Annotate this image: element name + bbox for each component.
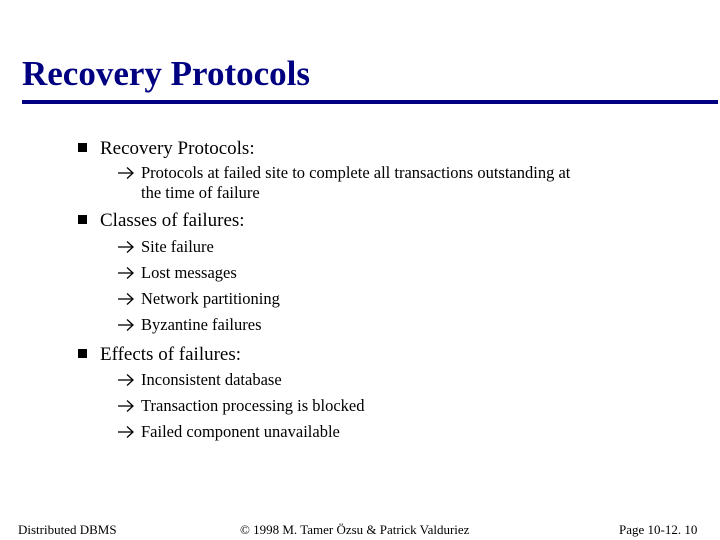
list-item: Protocols at failed site to complete all transactions outstanding at: [141, 163, 571, 182]
section-heading-recovery-protocols: Recovery Protocols:: [100, 138, 255, 159]
list-item: Failed component unavailable: [141, 422, 340, 441]
page-title: Recovery Protocols: [22, 54, 310, 93]
arrow-bullet-icon: [117, 399, 135, 413]
list-item: Network partitioning: [141, 289, 280, 308]
list-item: Inconsistent database: [141, 370, 282, 389]
list-item: Site failure: [141, 237, 214, 256]
list-item: Byzantine failures: [141, 315, 262, 334]
section-heading-effects-of-failures: Effects of failures:: [100, 344, 242, 365]
footer-copyright: © 1998 M. Tamer Özsu & Patrick Valduriez: [240, 522, 470, 537]
list-item: Transaction processing is blocked: [141, 396, 365, 415]
arrow-bullet-icon: [117, 425, 135, 439]
arrow-bullet-icon: [117, 373, 135, 387]
arrow-bullet-icon: [117, 292, 135, 306]
list-item: Lost messages: [141, 263, 237, 282]
arrow-bullet-icon: [117, 266, 135, 280]
square-bullet-icon: [78, 349, 87, 358]
arrow-bullet-icon: [117, 166, 135, 180]
list-item-continuation: the time of failure: [141, 183, 260, 202]
footer-page-number: Page 10-12. 10: [619, 522, 698, 537]
footer-left: Distributed DBMS: [18, 522, 117, 537]
square-bullet-icon: [78, 143, 87, 152]
arrow-bullet-icon: [117, 240, 135, 254]
section-heading-classes-of-failures: Classes of failures:: [100, 210, 245, 231]
title-underline: [22, 100, 718, 104]
arrow-bullet-icon: [117, 318, 135, 332]
square-bullet-icon: [78, 215, 87, 224]
